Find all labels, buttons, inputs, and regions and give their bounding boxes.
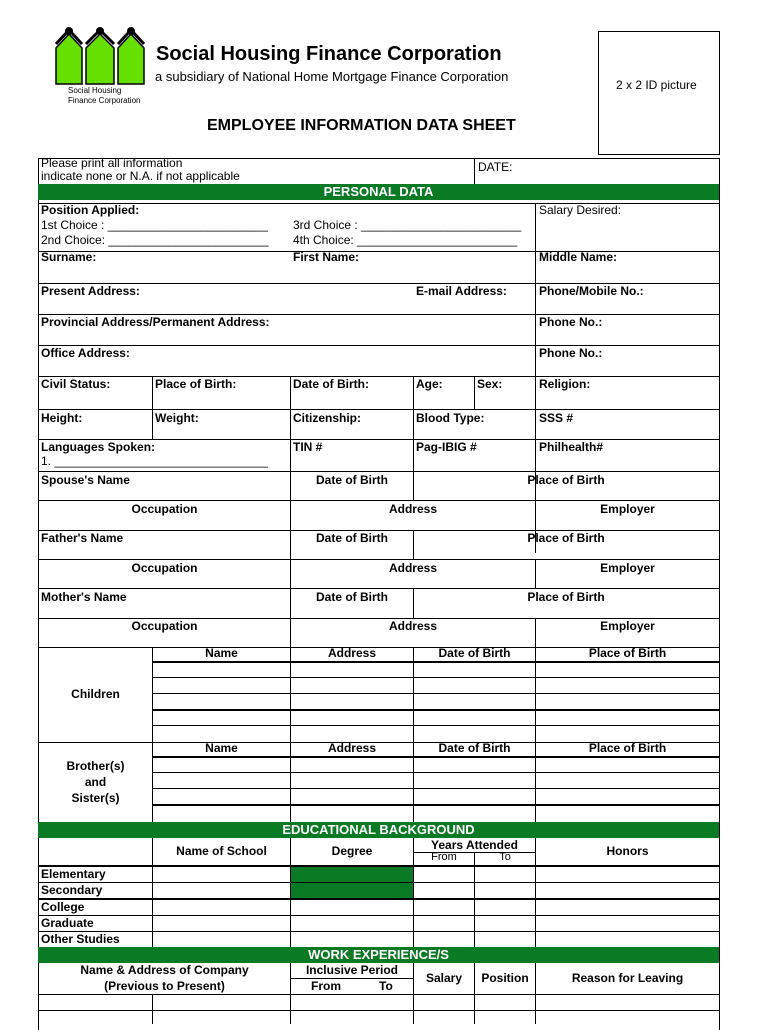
father-employer-label[interactable]: Employer: [600, 561, 655, 575]
spouse-address-label[interactable]: Address: [388, 502, 438, 516]
children-col-dob: Date of Birth: [438, 646, 511, 660]
siblings-col-name: Name: [205, 741, 238, 755]
weight-label[interactable]: Weight:: [155, 411, 199, 425]
mother-dob-label[interactable]: Date of Birth: [316, 590, 388, 604]
siblings-label-line2: and: [84, 775, 107, 789]
mother-occupation-label[interactable]: Occupation: [131, 619, 198, 633]
children-table-body[interactable]: [153, 663, 719, 741]
spouse-name-label[interactable]: Spouse's Name: [41, 473, 130, 487]
children-col-pob: Place of Birth: [588, 646, 667, 660]
section-educational-background: EDUCATIONAL BACKGROUND: [38, 822, 719, 838]
tin-label[interactable]: TIN #: [293, 440, 323, 454]
citizenship-label[interactable]: Citizenship:: [293, 411, 361, 425]
languages-label: Languages Spoken:: [41, 440, 156, 454]
edu-level-elementary: Elementary: [41, 867, 106, 881]
mother-pob-label[interactable]: Place of Birth: [527, 590, 605, 604]
father-pob-label[interactable]: Place of Birth: [527, 531, 605, 545]
salary-desired-label[interactable]: Salary Desired:: [539, 203, 622, 217]
language-line-1[interactable]: 1. ________________________________: [41, 454, 268, 468]
date-of-birth-label[interactable]: Date of Birth:: [293, 377, 369, 391]
children-label: Children: [71, 687, 120, 701]
phone-no-label-1[interactable]: Phone No.:: [539, 315, 603, 329]
work-col-reason: Reason for Leaving: [571, 971, 684, 985]
org-name: Social Housing Finance Corporation: [156, 43, 502, 65]
siblings-col-dob: Date of Birth: [438, 741, 511, 755]
children-col-address: Address: [327, 646, 377, 660]
pagibig-label[interactable]: Pag-IBIG #: [416, 440, 477, 454]
age-label[interactable]: Age:: [416, 377, 443, 391]
father-occupation-label[interactable]: Occupation: [131, 561, 198, 575]
sex-label[interactable]: Sex:: [477, 377, 503, 391]
siblings-col-pob: Place of Birth: [588, 741, 667, 755]
position-applied-label: Position Applied:: [41, 203, 140, 217]
blood-type-label[interactable]: Blood Type:: [416, 411, 485, 425]
choice-1-field[interactable]: 1st Choice : ________________________: [41, 218, 268, 232]
father-address-label[interactable]: Address: [388, 561, 438, 575]
office-address-label[interactable]: Office Address:: [41, 346, 130, 360]
photo-box[interactable]: [598, 31, 720, 155]
work-table-body[interactable]: [39, 995, 719, 1024]
first-name-label[interactable]: First Name:: [293, 250, 360, 264]
work-col-salary: Salary: [425, 971, 463, 985]
choice-4-field[interactable]: 4th Choice: ________________________: [293, 233, 518, 247]
phone-no-label-2[interactable]: Phone No.:: [539, 346, 603, 360]
choice-3-field[interactable]: 3rd Choice : ________________________: [293, 218, 522, 232]
provincial-address-label[interactable]: Provincial Address/Permanent Address:: [41, 315, 270, 329]
email-label[interactable]: E-mail Address:: [416, 284, 507, 298]
logo-houses-icon: [54, 26, 146, 86]
work-col-position: Position: [481, 971, 529, 985]
edu-col-honors: Honors: [606, 844, 649, 858]
work-col-company-line2: (Previous to Present): [104, 979, 225, 993]
page-title: EMPLOYEE INFORMATION DATA SHEET: [207, 117, 516, 134]
edu-level-other: Other Studies: [41, 932, 120, 946]
edu-col-degree: Degree: [331, 844, 373, 858]
work-col-period: Inclusive Period: [305, 963, 399, 977]
spouse-dob-label[interactable]: Date of Birth: [316, 473, 388, 487]
work-col-to: To: [379, 979, 393, 993]
work-col-from: From: [311, 979, 341, 993]
present-address-label[interactable]: Present Address:: [41, 284, 140, 298]
height-label[interactable]: Height:: [41, 411, 83, 425]
sss-label[interactable]: SSS #: [539, 411, 574, 425]
religion-label[interactable]: Religion:: [539, 377, 591, 391]
edu-level-graduate: Graduate: [41, 916, 94, 930]
photo-label: 2 x 2 ID picture: [616, 78, 697, 92]
father-name-label[interactable]: Father's Name: [41, 531, 124, 545]
spouse-employer-label[interactable]: Employer: [600, 502, 655, 516]
siblings-label-line3: Sister(s): [71, 791, 120, 805]
section-personal-data: PERSONAL DATA: [38, 184, 719, 200]
mother-employer-label[interactable]: Employer: [600, 619, 655, 633]
mother-address-label[interactable]: Address: [388, 619, 438, 633]
shfc-logo: [54, 26, 146, 91]
father-dob-label[interactable]: Date of Birth: [316, 531, 388, 545]
date-label: DATE:: [478, 160, 513, 174]
edu-col-school: Name of School: [176, 844, 267, 858]
siblings-table-body[interactable]: [153, 758, 719, 821]
section-work-experience: WORK EXPERIENCE/S: [38, 947, 719, 963]
edu-col-to: To: [499, 851, 511, 863]
education-table-body[interactable]: [153, 867, 719, 947]
place-of-birth-label[interactable]: Place of Birth:: [155, 377, 237, 391]
mother-name-label[interactable]: Mother's Name: [41, 590, 127, 604]
org-subtitle: a subsidiary of National Home Mortgage Finance Corporation: [155, 69, 509, 84]
children-col-name: Name: [205, 646, 238, 660]
surname-label[interactable]: Surname:: [41, 250, 97, 264]
edu-col-from: From: [431, 851, 457, 863]
work-col-company-line1: Name & Address of Company: [80, 963, 249, 977]
middle-name-label[interactable]: Middle Name:: [539, 250, 618, 264]
instruction-line1: Please print all information: [41, 156, 183, 170]
civil-status-label[interactable]: Civil Status:: [41, 377, 111, 391]
logo-text-line1: Social Housing: [68, 86, 122, 95]
siblings-label-line1: Brother(s): [66, 759, 125, 773]
edu-level-college: College: [41, 900, 85, 914]
choice-2-field[interactable]: 2nd Choice: ________________________: [41, 233, 269, 247]
logo-text-line2: Finance Corporation: [68, 96, 141, 105]
edu-col-years: Years Attended: [431, 838, 518, 852]
spouse-occupation-label[interactable]: Occupation: [131, 502, 198, 516]
spouse-pob-label[interactable]: Place of Birth: [527, 473, 605, 487]
siblings-col-address: Address: [327, 741, 377, 755]
edu-level-secondary: Secondary: [41, 883, 103, 897]
philhealth-label[interactable]: Philhealth#: [539, 440, 604, 454]
date-field[interactable]: [520, 159, 718, 183]
phone-mobile-label[interactable]: Phone/Mobile No.:: [539, 284, 644, 298]
instruction-line2: indicate none or N.A. if not applicable: [41, 169, 240, 183]
